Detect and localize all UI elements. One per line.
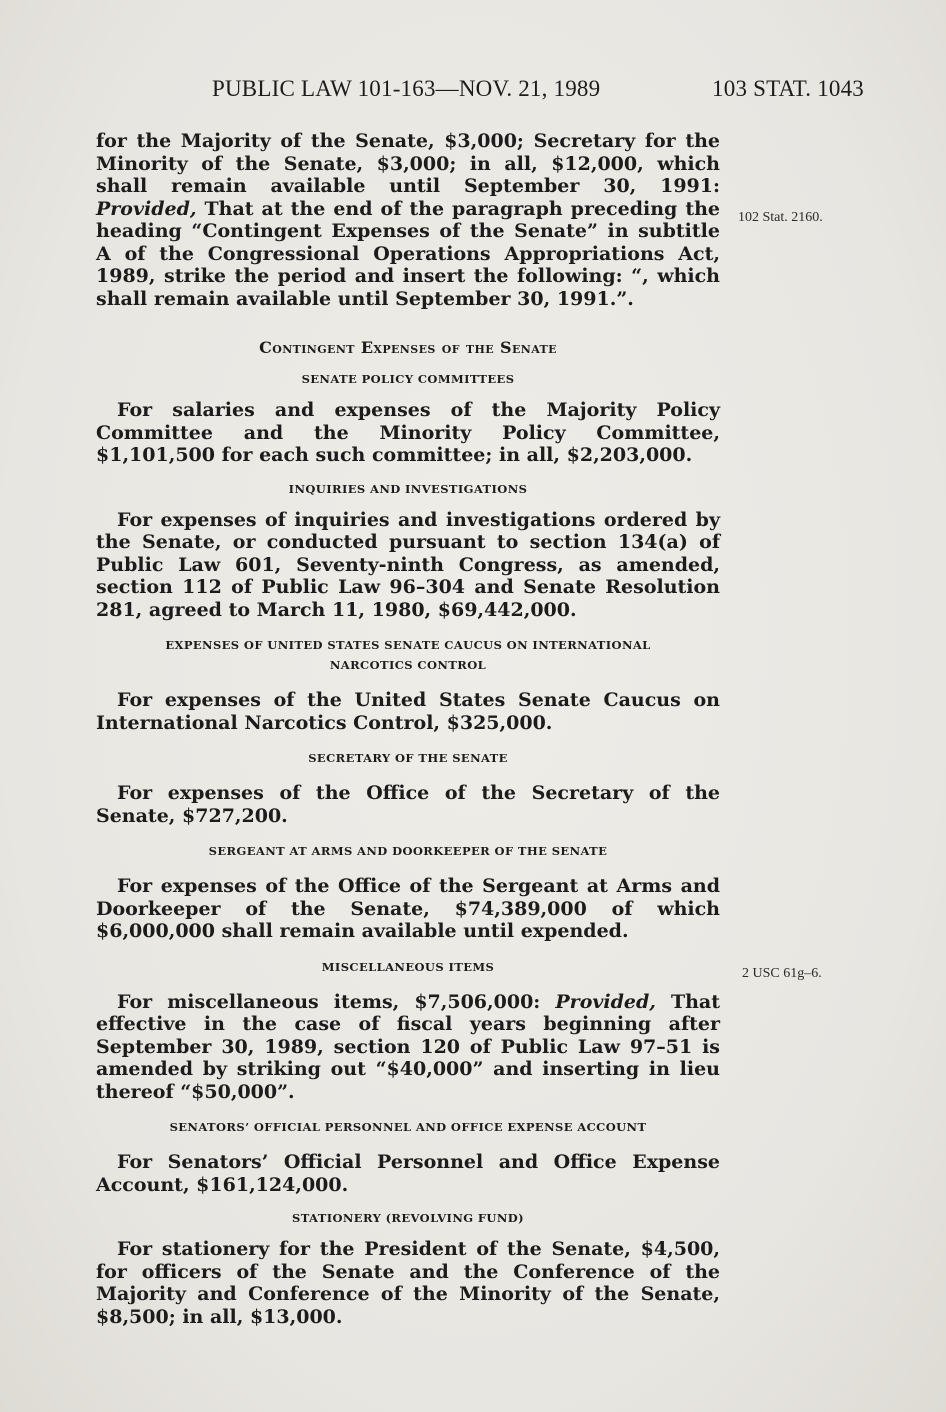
text-run: For miscellaneous items, $7,506,000:	[117, 990, 556, 1013]
heading-stationery: STATIONERY (REVOLVING FUND)	[292, 1211, 524, 1225]
paragraph-sergeant: For expenses of the Office of the Sergeant at Arms and Doorkeeper of the Senate, $74,389,000 of which $6,000,000 shall remain available until expended.	[96, 875, 720, 942]
heading-personnel: SENATORS’ OFFICIAL PERSONNEL AND OFFICE EXPENSE ACCOUNT	[169, 1120, 647, 1134]
paragraph-misc	[96, 991, 720, 1104]
margin-note-usc-ref: 2 USC 61g–6.	[742, 966, 822, 981]
italic-provided: Provided,	[555, 990, 656, 1013]
heading-inquiries: INQUIRIES AND INVESTIGATIONS	[288, 481, 528, 496]
paragraph-secretary: For expenses of the Office of the Secretary of the Senate, $727,200.	[96, 782, 720, 827]
margin-note-stat-ref: 102 Stat. 2160.	[738, 210, 823, 225]
heading-caucus-line1: EXPENSES OF UNITED STATES SENATE CAUCUS ON INTERNATIONAL	[165, 638, 651, 652]
text-run: That effective in the case of fiscal years beginning after September 30, 1989, section 120 of Public Law 97–51 is amended by striking out “$40,000” and inserting in lieu thereof “$50,000”.	[96, 990, 721, 1103]
header-stat-page: 103 STAT. 1043	[712, 76, 864, 101]
paragraph-inquiries: For expenses of inquiries and investigations ordered by the Senate, or conducted pursuant to section 134(a) of Public Law 601, Seventy-ninth Congress, as amended, section 112 of Public Law 96–304 and Senate Resolution 281, agreed to March 11, 1980, $69,442,000.	[96, 508, 720, 621]
paragraph-policy-committees: For salaries and expenses of the Majority Policy Committee and the Minority Policy Committee, $1,101,500 for each such committee; in all, $2,203,000.	[96, 399, 720, 466]
paragraph-caucus: For expenses of the United States Senate Caucus on International Narcotics Control, $325,000.	[96, 689, 720, 734]
heading-sergeant: SERGEANT AT ARMS AND DOORKEEPER OF THE SENATE	[208, 844, 608, 858]
header-citation: PUBLIC LAW 101-163—NOV. 21, 1989	[212, 76, 601, 101]
text-run: for the Majority of the Senate, $3,000; Secretary for the Minority of the Senate, $3,000; in all, $12,000, which shall remain available until September 30, 1991:	[96, 130, 720, 197]
heading-contingent-expenses: Contingent Expenses of the Senate	[259, 338, 557, 357]
heading-caucus	[96, 635, 720, 675]
paragraph-continuation	[96, 130, 720, 310]
heading-policy-committees: SENATE POLICY COMMITTEES	[301, 372, 515, 386]
heading-secretary: SECRETARY OF THE SENATE	[308, 751, 508, 765]
italic-provided: Provided,	[96, 197, 197, 220]
document-body	[96, 130, 720, 1328]
heading-misc: MISCELLANEOUS ITEMS	[321, 959, 495, 974]
text-run: That at the end of the paragraph preceding the heading “Contingent Expenses of the Senate” in subtitle A of the Congressional Operations Appropriations Act, 1989, strike the period and insert the following: “, which shall remain available until September 30, 1991.”.	[96, 197, 720, 310]
paragraph-stationery: For stationery for the President of the Senate, $4,500, for officers of the Senate and the Conference of the Majority and Conference of the Minority of the Senate, $8,500; in all, $13,000.	[96, 1238, 720, 1328]
heading-caucus-line2: NARCOTICS CONTROL	[329, 658, 487, 672]
paragraph-personnel: For Senators’ Official Personnel and Office Expense Account, $161,124,000.	[96, 1151, 720, 1196]
